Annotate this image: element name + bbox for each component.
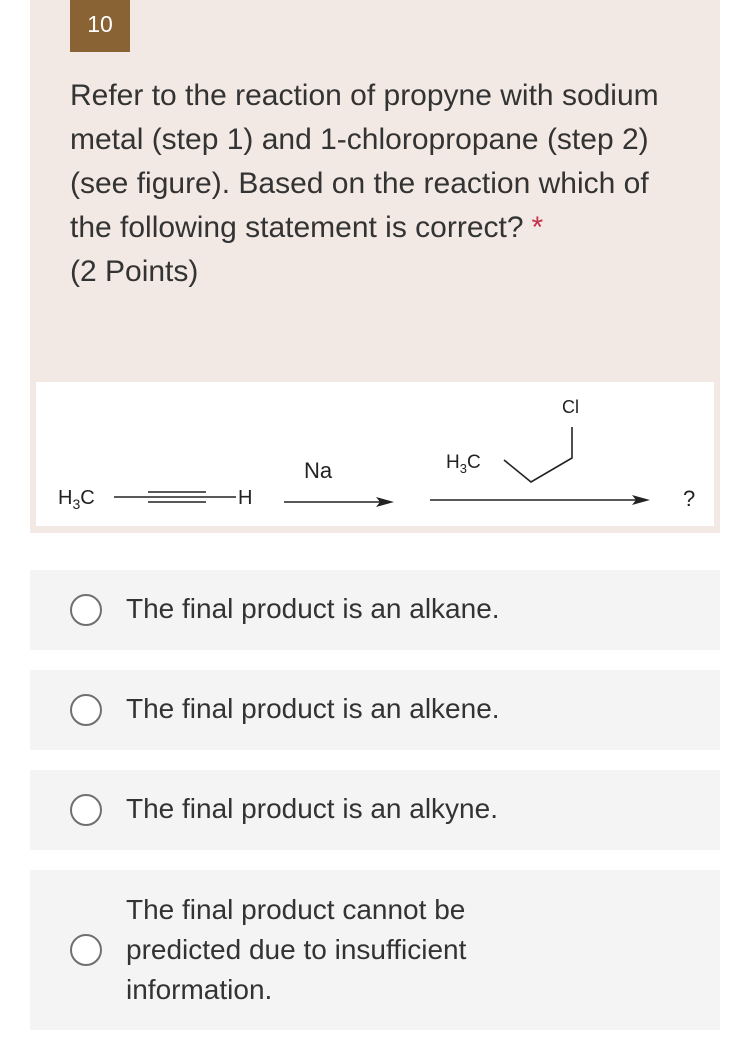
option-label-line-3: information. — [126, 974, 273, 1005]
option-label-alkene: The final product is an alkene. — [126, 693, 500, 724]
chlorine-label: Cl — [562, 397, 579, 417]
radio-button-alkene[interactable] — [70, 694, 102, 726]
radio-button-alkyne[interactable] — [70, 794, 102, 826]
option-label-line-1: The final product cannot be — [126, 894, 466, 925]
option-label-cannot-predict — [126, 890, 546, 1010]
question-stem: Refer to the reaction of propyne with sodium metal (step 1) and 1-chloropropane (step 2) (see figure). Based on the reaction which of the following statement is correct? — [70, 79, 659, 244]
step2-methyl-label: $H_3C$ — [446, 452, 481, 476]
question-text — [70, 74, 670, 294]
reactant-methyl-label: $H_3C$ — [58, 487, 95, 512]
reaction-figure — [36, 382, 714, 526]
terminal-hydrogen-label: H — [238, 487, 253, 509]
option-alkene[interactable] — [30, 670, 720, 750]
step1-reagent-label: Na — [304, 458, 333, 483]
option-label-alkyne: The final product is an alkyne. — [126, 793, 498, 824]
question-card — [30, 0, 720, 533]
product-unknown-label: ? — [683, 486, 696, 511]
radio-button-cannot-predict[interactable] — [70, 934, 102, 966]
question-number-badge: 10 — [70, 0, 130, 52]
question-points: (2 Points) — [70, 255, 199, 288]
option-cannot-predict[interactable] — [30, 870, 720, 1030]
option-alkane[interactable] — [30, 570, 720, 650]
option-alkyne[interactable] — [30, 770, 720, 850]
chloropropane-skeleton — [504, 427, 572, 482]
radio-button-alkane[interactable] — [70, 594, 102, 626]
option-label-alkane: The final product is an alkane. — [126, 593, 500, 624]
option-label-line-2: predicted due to insufficient — [126, 934, 467, 965]
reaction-scheme-svg — [36, 382, 714, 526]
required-asterisk: * — [531, 211, 544, 244]
